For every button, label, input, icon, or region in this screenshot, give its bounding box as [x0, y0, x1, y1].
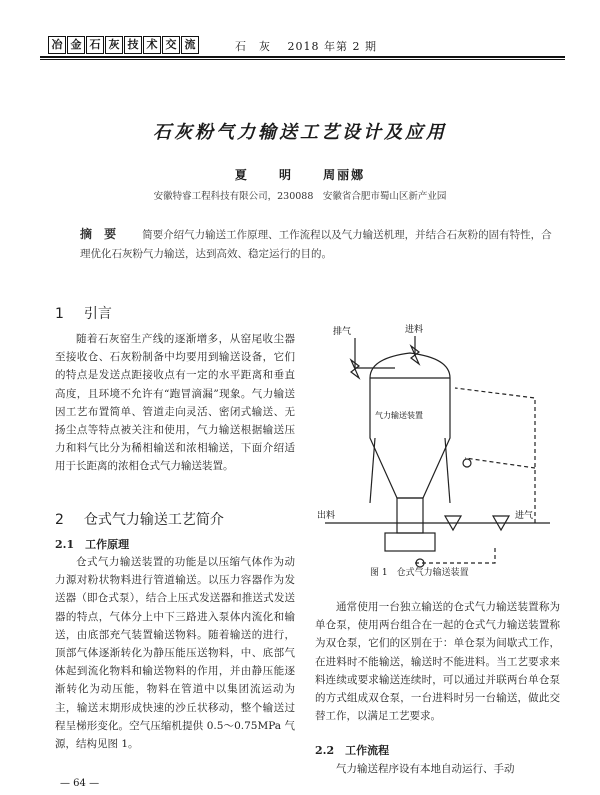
- exhaust-valve-icon: [351, 360, 359, 378]
- label-outlet: 出料: [317, 511, 336, 521]
- article-title: 石灰粉气力输送工艺设计及应用: [153, 122, 447, 143]
- section-1-text: 随着石灰窑生产线的逐渐增多，从窑尾收尘器至接收仓、石灰粉制备中均要用到输送设备，它们的特点是发送点距接收点有一定的水平距离和垂直高度，且环境不允许有“跑冒滴漏”现象。气力输送因工艺布置简单、管道走向灵活、密闭式输送、无扬尘点等特点被关注和使用，气力输送根据输送压力和料气比分为稀相输送和浓相输送，下面介绍适用于长距离的浓相仓式气力输送装置。: [55, 333, 295, 473]
- outlet-base: [385, 533, 435, 551]
- subsection-2-1-text: 仓式气力输送装置的功能是以压缩气体作为动力源对粉状物料进行管道输送。以压力容器作为发送器（即仓式泵），结合上压式发送器和推送式发送器的特点，气体分上中下三路进入泵体内流化和输送，由底部充气装置输送物料。随着输送的进行，顶部气体逐渐转化为静压能压送物料，中、底部气体起到流化物料和输送物料的作用，并由静压能逐渐转化为动压能，物料在管道中以集团流运动为主，输送末期形成快速的沙丘状移动，整个输送过程呈梯形变化。空气压缩机提供 0.5～0.75MPa 气源，结构见图 1。: [55, 556, 295, 751]
- vessel-leg: [370, 438, 375, 503]
- abstract-text: 简要介绍气力输送工作原理、工作流程以及气力输送机理，并结合石灰粉的固有特性，合理优化石灰粉气力输送，达到高效、稳定运行的目的。: [80, 229, 552, 260]
- air-line-middle: [465, 458, 535, 468]
- section-1-title: 引言: [83, 306, 112, 322]
- journal-char: 技: [124, 36, 142, 54]
- journal-char: 金: [67, 36, 85, 54]
- section-2-title: 仓式气力输送工艺简介: [83, 512, 224, 528]
- feed-valve-icon: [411, 346, 419, 364]
- journal-char: 流: [181, 36, 199, 54]
- journal-char: 冶: [48, 36, 66, 54]
- journal-char: 灰: [105, 36, 123, 54]
- header-rule-thin: [40, 59, 565, 60]
- vessel-shape: [370, 353, 450, 498]
- journal-name-boxes: [48, 36, 200, 54]
- section-2-number: 2: [55, 512, 64, 528]
- header-rule: [40, 56, 565, 58]
- figure-caption: 图 1 仓式气力输送装置: [370, 568, 469, 578]
- subsection-2-1-title: 2.1 工作原理: [55, 538, 130, 551]
- authors: 夏 明 周丽娜: [234, 168, 366, 182]
- check-valve-icon: [463, 459, 471, 467]
- right-column-text: 通常使用一台独立输送的仓式气力输送装置称为单仓泵，使用两台组合在一起的仓式气力输送装置称为双仓泵，它们的区别在于：单仓泵为间歇式工作，在进料时不能输送，输送时不能进料。当工艺要求来料连续或要求输送连续时，可以通过并联两台单仓泵的方式组成双仓泵，一台进料时另一台输送，做此交替工作，以满足工艺要求。: [315, 601, 560, 723]
- vessel-leg: [445, 438, 450, 503]
- label-exhaust: 排气: [333, 327, 352, 337]
- abstract-label: 摘 要: [80, 227, 121, 241]
- subsection-2-2-title: 2.2 工作流程: [315, 744, 390, 757]
- label-device: 气力输送装置: [375, 411, 423, 420]
- pneumatic-conveyor-diagram: [315, 318, 560, 578]
- section-1-number: 1: [55, 306, 64, 322]
- journal-char: 交: [162, 36, 180, 54]
- figure-1: [315, 318, 560, 578]
- section-2-heading: [55, 509, 295, 529]
- outlet-block: [397, 498, 423, 533]
- journal-char: 石: [86, 36, 104, 54]
- label-feed: 进料: [405, 325, 424, 335]
- label-air: 进气: [515, 511, 534, 521]
- issue-info: 石 灰 2018 年第 2 期: [235, 40, 377, 53]
- affiliation: 安徽特睿工程科技有限公司，230088 安徽省合肥市蜀山区新产业园: [153, 191, 447, 202]
- page-number: — 64 —: [60, 778, 100, 789]
- air-line-bottom: [415, 548, 495, 563]
- journal-char: 术: [143, 36, 161, 54]
- air-line-upper: [455, 388, 535, 523]
- subsection-2-2-text: 气力输送程序设有本地自动运行、手动: [336, 763, 515, 775]
- section-1-heading: [55, 303, 295, 323]
- abstract: [80, 225, 560, 264]
